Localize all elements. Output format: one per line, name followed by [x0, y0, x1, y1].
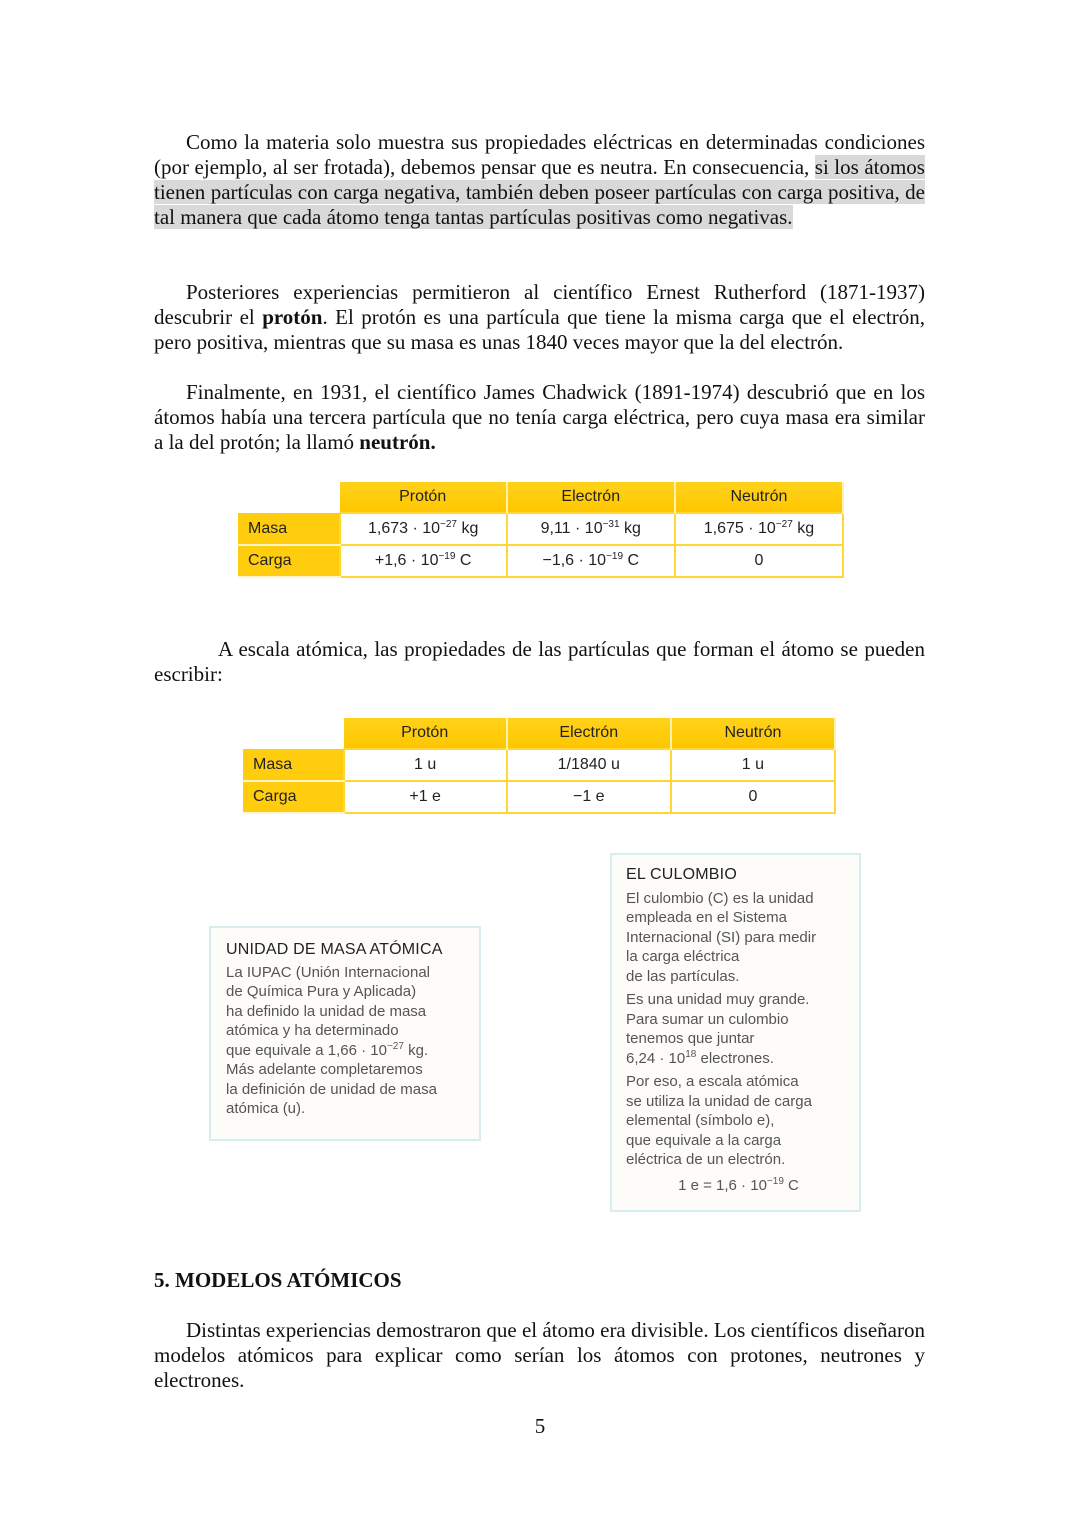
- box-text: de Química Pura y Aplicada): [226, 983, 417, 1000]
- bold-term-neutron: neutrón.: [359, 430, 436, 454]
- row-label-charge: Carga: [243, 781, 344, 813]
- paragraph-text: . El protón es una partícula que tiene la misma carga que el electrón, pero positiva, mientras que su masa es unas 1840 veces mayor que la del electrón.: [154, 305, 925, 354]
- cell-proton-mass: $1,673 \cdot 10^{-27}$ kg: [340, 513, 507, 545]
- cell-electron-charge: $-1,6 \cdot 10^{-19}$ C: [507, 545, 675, 577]
- box-text: eléctrica de un electrón.: [626, 1151, 786, 1168]
- paragraph-text: Finalmente, en 1931, el científico James Chadwick (1891-1974) descubrió que en los átomos había una tercera partícula que no tenía carga eléctrica, pero cuya masa era similar a la del protón; la llamó: [154, 380, 925, 454]
- box-text: Es una unidad muy grande.: [626, 991, 810, 1008]
- box-text-equivalence: que equivale a $1,66 \cdot 10^{-27}$ kg.: [226, 1040, 429, 1059]
- info-box-atomic-mass-unit: [209, 926, 481, 1141]
- box-text: La IUPAC (Unión Internacional: [226, 963, 430, 981]
- particle-properties-si-table: [238, 482, 844, 578]
- box-text: elemental (símbolo e),: [626, 1112, 775, 1129]
- cell-electron-mass: $9,11 \cdot 10^{-31}$ kg: [507, 513, 675, 545]
- paragraph-atomic-scale: [154, 637, 925, 687]
- box-text: ha definido la unidad de masa: [226, 1002, 427, 1020]
- box-text: se utiliza la unidad de carga: [626, 1092, 812, 1110]
- formula-elementary-charge: 1 $e = 1,6 \cdot 10^{-19}$ C: [678, 1175, 799, 1194]
- box-text: la definición de unidad de masa: [226, 1080, 437, 1098]
- paragraph-atomic-models: [154, 1318, 925, 1393]
- box-text-electron-count: $6,24 \cdot 10^{18}$ electrones.: [626, 1048, 774, 1067]
- box-text: empleada en el Sistema: [626, 909, 787, 926]
- box-text: la carga eléctrica: [626, 948, 740, 965]
- table-row: [238, 545, 843, 577]
- box-text: atómica y ha determinado: [226, 1022, 399, 1039]
- table-row: [243, 749, 835, 781]
- paragraph-text: A escala atómica, las propiedades de las partículas que forman el átomo se pueden escribir:: [154, 637, 925, 686]
- info-box-coulomb: [610, 853, 861, 1212]
- box-text: Internacional (SI) para medir: [626, 928, 817, 946]
- table-row: [238, 513, 843, 545]
- cell-neutron-charge: 0: [671, 781, 835, 813]
- page-number: 5: [534, 1414, 546, 1438]
- box-text: de las partículas.: [626, 967, 740, 985]
- header-proton: Protón: [340, 482, 507, 513]
- table-corner: [238, 482, 340, 513]
- cell-neutron-mass: $1,675 \cdot 10^{-27}$ kg: [675, 513, 843, 545]
- box-title: EL CULOMBIO: [626, 866, 737, 883]
- cell-neutron-mass: 1 u: [671, 749, 835, 781]
- header-proton: Protón: [344, 718, 507, 749]
- box-text: tenemos que juntar: [626, 1030, 755, 1047]
- paragraph-neutral-matter: [154, 130, 925, 230]
- cell-neutron-charge: 0: [675, 545, 843, 577]
- box-text: que equivale a la carga: [626, 1131, 782, 1149]
- header-electron: Electrón: [507, 718, 671, 749]
- cell-proton-charge: +1 e: [344, 781, 507, 813]
- paragraph-text: Como la materia solo muestra sus propiedades eléctricas en determinadas condiciones (por ejemplo, al ser frotada), debemos pensar que es neutra. En consecuencia,: [154, 130, 925, 179]
- cell-electron-mass: 1/1840 u: [507, 749, 671, 781]
- particle-properties-atomic-table: [243, 718, 836, 814]
- highlighted-text: si los átomos tienen partículas con carga negativa, también deben poseer partículas con carga positiva, de tal manera que cada átomo tenga tantas partículas positivas como negativas.: [154, 155, 925, 229]
- cell-electron-charge: −1 e: [507, 781, 671, 813]
- row-label-mass: Masa: [238, 513, 340, 545]
- box-title: UNIDAD DE MASA ATÓMICA: [226, 941, 443, 958]
- header-electron: Electrón: [507, 482, 675, 513]
- header-neutron: Neutrón: [675, 482, 843, 513]
- box-text: Por eso, a escala atómica: [626, 1073, 799, 1090]
- table-corner: [243, 718, 344, 749]
- table-row: [243, 781, 835, 813]
- row-label-mass: Masa: [243, 749, 344, 781]
- bold-term-proton: protón: [262, 305, 323, 329]
- cell-proton-mass: 1 u: [344, 749, 507, 781]
- paragraph-chadwick: [154, 380, 925, 455]
- section-heading: 5. MODELOS ATÓMICOS: [154, 1268, 402, 1292]
- box-text: Para sumar un culombio: [626, 1010, 789, 1028]
- paragraph-text: Distintas experiencias demostraron que el átomo era divisible. Los científicos diseñaron modelos atómicos para explicar como serían los átomos con protones, neutrones y electrones.: [154, 1318, 925, 1392]
- row-label-charge: Carga: [238, 545, 340, 577]
- header-neutron: Neutrón: [671, 718, 835, 749]
- box-text: El culombio (C) es la unidad: [626, 889, 814, 907]
- cell-proton-charge: $+1,6 \cdot 10^{-19}$ C: [340, 545, 507, 577]
- box-text: atómica (u).: [226, 1100, 306, 1117]
- paragraph-rutherford: [154, 280, 925, 355]
- box-text: Más adelante completaremos: [226, 1061, 423, 1078]
- paragraph-text: Posteriores experiencias permitieron al científico Ernest Rutherford (1871-1937) descubrir el: [154, 280, 925, 329]
